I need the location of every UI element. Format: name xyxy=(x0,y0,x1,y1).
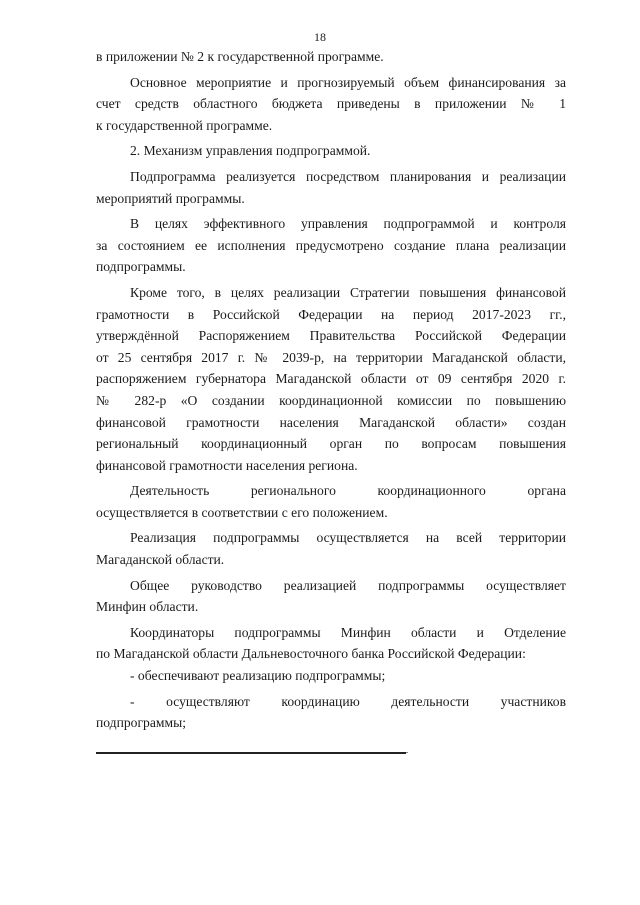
text-line: по Магаданской области Дальневосточного банка Российской Федерации: xyxy=(96,646,526,662)
paragraph xyxy=(96,527,566,570)
paragraph xyxy=(96,480,566,523)
footer-divider xyxy=(96,752,406,754)
list-item xyxy=(96,691,566,734)
text-line: подпрограммы. xyxy=(96,259,186,275)
paragraph xyxy=(96,575,566,618)
text-line: финансовой грамотности населения региона. xyxy=(96,457,358,473)
text-line: Подпрограмма реализуется посредством планирования и реализации xyxy=(130,168,566,184)
text-line: Деятельность регионального координационного органа xyxy=(130,483,566,499)
paragraph xyxy=(96,622,566,665)
text-line: Реализация подпрограммы осуществляется на всей территории xyxy=(130,530,566,546)
text-line: В целях эффективного управления подпрограммой и контроля xyxy=(130,216,566,232)
list-item xyxy=(96,665,566,687)
text-line: - осуществляют координацию деятельности участников xyxy=(130,693,566,709)
paragraph xyxy=(96,282,566,476)
text-line: мероприятий программы. xyxy=(96,190,245,206)
paragraph xyxy=(96,46,566,68)
text-line: Координаторы подпрограммы Минфин области и Отделение xyxy=(130,624,566,640)
text-line: Общее руководство реализацией подпрограммы осуществляет xyxy=(130,577,566,593)
text-line: счет средств областного бюджета приведены в приложении № 1 xyxy=(96,96,566,112)
paragraph xyxy=(96,166,566,209)
text-line: к государственной программе. xyxy=(96,117,273,133)
text-line: за состоянием ее исполнения предусмотрено создание плана реализации xyxy=(96,237,566,253)
text-line: - обеспечивают реализацию подпрограммы; xyxy=(130,668,386,684)
text-line: региональный координационный орган по вопросам повышения xyxy=(96,436,566,452)
text-line: Основное мероприятие и прогнозируемый объем финансирования за xyxy=(130,74,566,90)
section-heading xyxy=(96,140,566,162)
text-line: № 282-р «О создании координационной комиссии по повышению xyxy=(96,392,566,408)
text-line: финансовой грамотности населения Магаданской области» создан xyxy=(96,414,566,430)
document-body xyxy=(96,46,566,734)
paragraph xyxy=(96,213,566,278)
text-line: подпрограммы; xyxy=(96,715,186,731)
paragraph xyxy=(96,72,566,137)
text-line: утверждённой Распоряжением Правительства Российской Федерации xyxy=(96,328,566,344)
text-line: от 25 сентября 2017 г. № 2039-р, на территории Магаданской области, xyxy=(96,349,566,365)
text-line: 2. Механизм управления подпрограммой. xyxy=(130,143,371,159)
text-line: Кроме того, в целях реализации Стратегии повышения финансовой xyxy=(130,284,566,300)
text-line: в приложении № 2 к государственной программе. xyxy=(96,49,384,64)
text-line: Магаданской области. xyxy=(96,552,225,568)
footer-divider-tail xyxy=(406,752,408,753)
text-line: распоряжением губернатора Магаданской области от 09 сентября 2020 г. xyxy=(96,371,566,387)
text-line: грамотности в Российской Федерации на период 2017-2023 гг., xyxy=(96,306,566,322)
text-line: Минфин области. xyxy=(96,599,199,615)
page-number: 18 xyxy=(314,30,326,44)
text-line: осуществляется в соответствии с его положением. xyxy=(96,504,388,520)
